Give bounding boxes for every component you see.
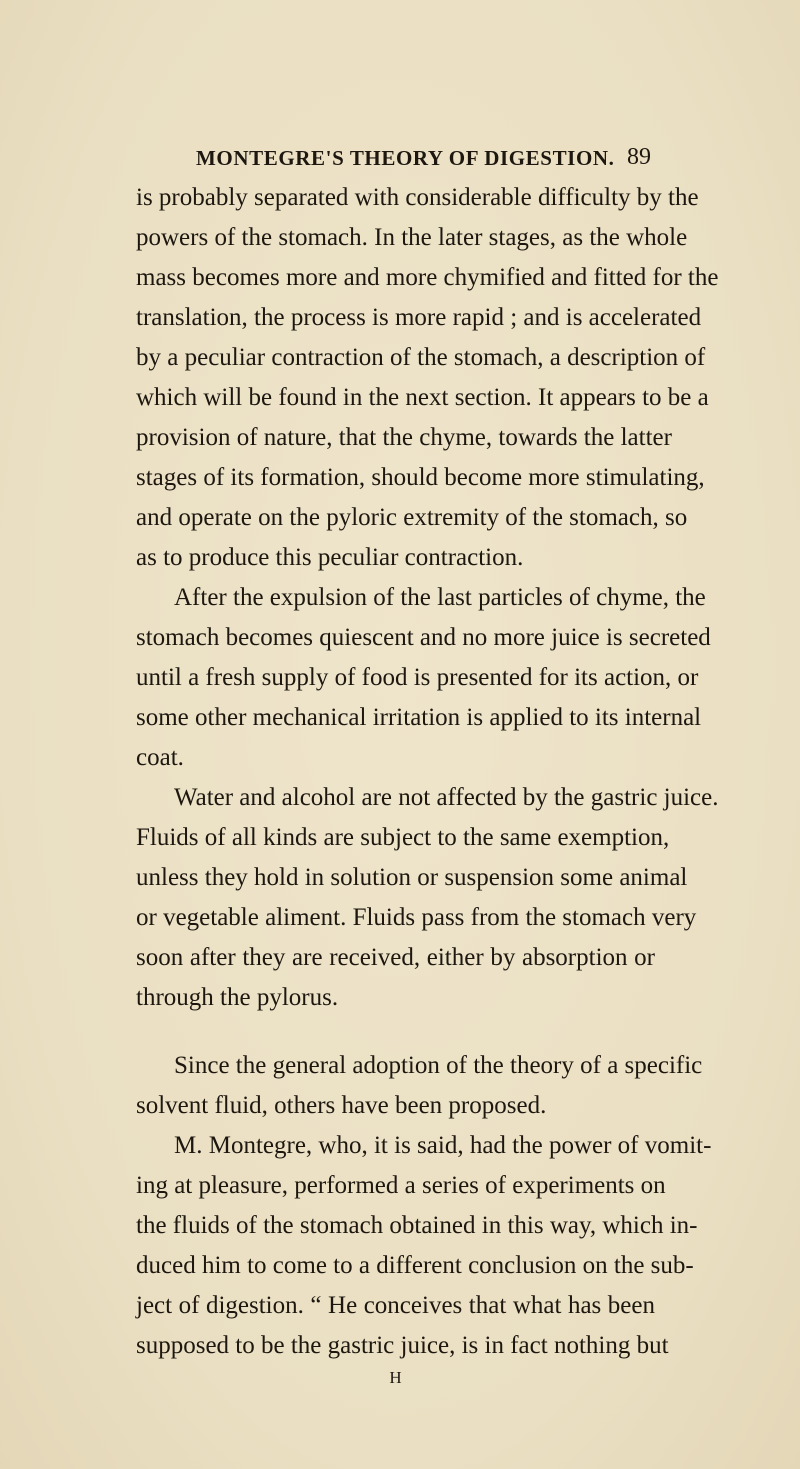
text-line: Fluids of all kinds are subject to the same exemption, bbox=[136, 824, 670, 851]
text-line: until a fresh supply of food is presented for its action, or bbox=[136, 664, 699, 691]
text-line: soon after they are received, either by absorption or bbox=[136, 944, 655, 971]
text-line: which will be found in the next section. It appears to be a bbox=[136, 384, 709, 411]
text-line: duced him to come to a different conclusion on the sub- bbox=[136, 1252, 694, 1279]
text-line: ject of digestion. “ He conceives that what has been bbox=[136, 1292, 655, 1319]
text-line: supposed to be the gastric juice, is in fact nothing but bbox=[136, 1332, 669, 1359]
running-title: MONTEGRE'S THEORY OF DIGESTION. bbox=[196, 146, 615, 170]
text-line: unless they hold in solution or suspension some animal bbox=[136, 864, 688, 891]
text-line: provision of nature, that the chyme, towards the latter bbox=[136, 424, 672, 451]
text-line: as to produce this peculiar contraction. bbox=[136, 544, 524, 571]
text-line: by a peculiar contraction of the stomach, a description of bbox=[136, 344, 706, 371]
text-line: coat. bbox=[136, 744, 184, 771]
signature-letter: H bbox=[389, 1368, 403, 1387]
text-line: through the pylorus. bbox=[136, 984, 339, 1011]
text-line: and operate on the pyloric extremity of the stomach, so bbox=[136, 504, 688, 531]
text-line: Since the general adoption of the theory of a specific bbox=[174, 1052, 703, 1079]
text-line: is probably separated with considerable difficulty by the bbox=[136, 184, 699, 211]
text-line: solvent fluid, others have been proposed. bbox=[136, 1092, 547, 1119]
text-line: mass becomes more and more chymified and fitted for the bbox=[136, 264, 719, 291]
text-line: powers of the stomach. In the later stages, as the whole bbox=[136, 224, 688, 251]
text-line: the fluids of the stomach obtained in this way, which in- bbox=[136, 1212, 698, 1239]
text-line: After the expulsion of the last particles of chyme, the bbox=[174, 584, 706, 611]
text-line: some other mechanical irritation is applied to its internal bbox=[136, 704, 702, 731]
text-line: ing at pleasure, performed a series of experiments on bbox=[136, 1172, 666, 1199]
text-line: Water and alcohol are not affected by the gastric juice. bbox=[174, 784, 719, 811]
running-head bbox=[196, 146, 651, 176]
text-line: stages of its formation, should become more stimulating, bbox=[136, 464, 705, 491]
page-number: 89 bbox=[627, 144, 651, 170]
text-line: M. Montegre, who, it is said, had the power of vomit- bbox=[174, 1132, 712, 1159]
text-line: stomach becomes quiescent and no more juice is secreted bbox=[136, 624, 711, 651]
text-line: or vegetable aliment. Fluids pass from the stomach very bbox=[136, 904, 697, 931]
signature-mark bbox=[0, 1368, 800, 1388]
text-line: translation, the process is more rapid ; and is accelerated bbox=[136, 304, 702, 331]
